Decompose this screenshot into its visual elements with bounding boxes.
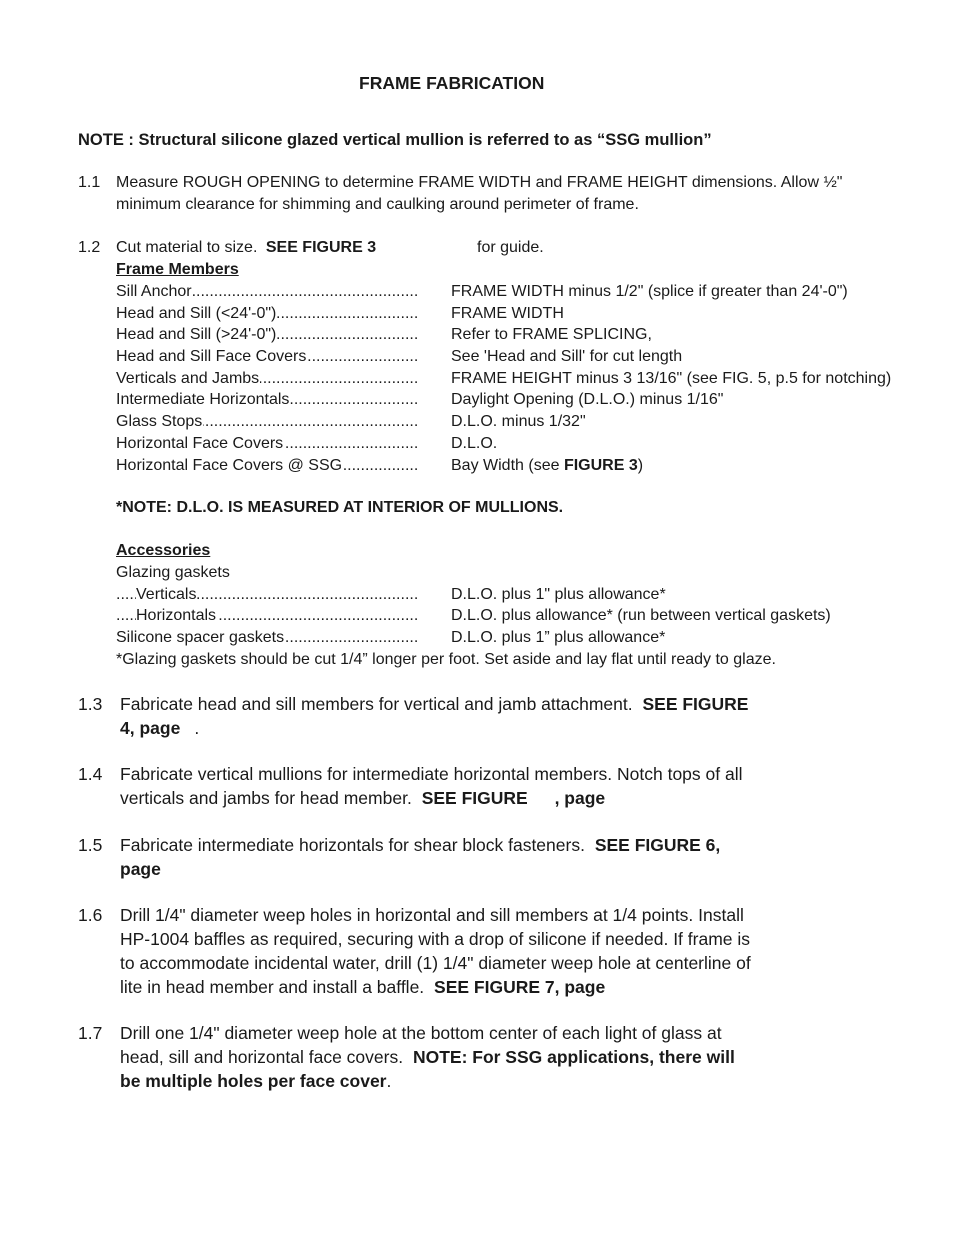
member-label: Horizontal Face Covers .....: [116, 433, 418, 455]
section-1-6-line-2: HP-1004 baffles as required, securing with a drop of silicone if needed. If frame is: [120, 929, 751, 949]
section-number-1-2: 1.2: [78, 239, 101, 256]
section-number-1-5: 1.5: [78, 835, 103, 855]
figure-3-ref: FIGURE 3: [563, 457, 638, 474]
accessory-value: D.L.O. plus allowance* (run between vertical gaskets): [451, 607, 831, 624]
accessories-heading: Accessories: [116, 542, 211, 559]
section-number-1-1: 1.1: [78, 174, 101, 191]
section-1-5-line-2: page: [120, 859, 161, 879]
member-value: FRAME WIDTH minus 1/2" (splice if greater than 24'-0"): [451, 283, 848, 300]
member-label: Head and Sill (>24'-0") .....: [116, 324, 418, 346]
member-label: Verticals and Jambs .....: [116, 368, 418, 390]
accessory-label: Horizontals .....: [116, 605, 418, 627]
section-number-1-4: 1.4: [78, 764, 103, 784]
section-1-4-line-1: Fabricate vertical mullions for intermediate horizontal members. Notch tops of all: [120, 764, 743, 784]
section-1-5-line-1: Fabricate intermediate horizontals for shear block fasteners. SEE FIGURE 6,: [120, 835, 721, 855]
accessory-label: Silicone spacer gaskets .....: [116, 627, 418, 649]
section-number-1-6: 1.6: [78, 905, 103, 925]
ssg-note: NOTE : Structural silicone glazed vertical mullion is referred to as “SSG mullion”: [78, 131, 712, 149]
section-1-6-line-3: to accommodate incidental water, drill (1) 1/4" diameter weep hole at centerline of: [120, 953, 751, 973]
member-label: Sill Anchor .....: [116, 281, 418, 303]
member-label: Intermediate Horizontals .....: [116, 389, 418, 411]
section-1-7-line-2: head, sill and horizontal face covers. NOTE: For SSG applications, there will: [120, 1047, 735, 1067]
section-1-4-line-2: verticals and jambs for head member. SEE FIGURE , page: [120, 788, 606, 808]
member-value: See 'Head and Sill' for cut length: [451, 348, 683, 365]
ssg-holes-note: NOTE: For SSG applications, there will: [412, 1047, 735, 1067]
frame-members-heading: Frame Members: [116, 261, 239, 278]
cut-material-text: Cut material to size.: [116, 239, 258, 256]
section-1-6-line-4: lite in head member and install a baffle. SEE FIGURE 7, page: [120, 977, 606, 997]
member-label: Glass Stops .....: [116, 411, 418, 433]
page-title: FRAME FABRICATION: [359, 73, 545, 93]
section-1-1-line-2: minimum clearance for shimming and caulking around perimeter of frame.: [116, 196, 639, 213]
section-1-2-text: [116, 237, 376, 259]
section-1-1-line-1: Measure ROUGH OPENING to determine FRAME WIDTH and FRAME HEIGHT dimensions. Allow ½": [116, 174, 843, 191]
glazing-gaskets-label: Glazing gaskets: [116, 564, 230, 581]
section-1-3-line-1: Fabricate head and sill members for vertical and jamb attachment. SEE FIGURE: [120, 694, 749, 714]
member-value: D.L.O.: [451, 435, 498, 452]
section-number-1-3: 1.3: [78, 694, 103, 714]
see-figure-6-ref: SEE FIGURE 6,: [594, 835, 721, 855]
section-1-3-line-2: 4, page .: [120, 718, 200, 738]
see-figure-ref: SEE FIGURE: [642, 694, 749, 714]
see-figure-7-ref: SEE FIGURE 7, page: [434, 977, 606, 997]
section-1-7-line-3: be multiple holes per face cover.: [120, 1071, 392, 1091]
member-value: Refer to FRAME SPLICING,: [451, 326, 652, 343]
member-value: Bay Width (see FIGURE 3): [451, 457, 644, 474]
accessory-value: D.L.O. plus 1" plus allowance*: [451, 586, 666, 603]
accessory-label: Verticals .....: [116, 584, 418, 606]
section-1-7-line-1: Drill one 1/4" diameter weep hole at the bottom center of each light of glass at: [120, 1023, 722, 1043]
member-label: Horizontal Face Covers @ SSG .....: [116, 455, 418, 477]
dlo-note: *NOTE: D.L.O. IS MEASURED AT INTERIOR OF MULLIONS.: [116, 499, 564, 516]
member-value: D.L.O. minus 1/32": [451, 413, 586, 430]
member-value: FRAME WIDTH: [451, 305, 564, 322]
see-figure-ref: SEE FIGURE: [421, 788, 528, 808]
member-value: Daylight Opening (D.L.O.) minus 1/16": [451, 391, 724, 408]
section-number-1-7: 1.7: [78, 1023, 103, 1043]
member-label: Head and Sill (<24'-0") .....: [116, 303, 418, 325]
accessory-value: D.L.O. plus 1” plus allowance*: [451, 629, 666, 646]
for-guide-text: for guide.: [477, 239, 544, 256]
page-ref: , page: [554, 788, 606, 808]
section-1-6-line-1: Drill 1/4" diameter weep holes in horizontal and sill members at 1/4 points. Install: [120, 905, 744, 925]
gasket-cut-note: *Glazing gaskets should be cut 1/4” longer per foot. Set aside and lay flat until ready to glaze.: [116, 651, 776, 668]
member-value: FRAME HEIGHT minus 3 13/16" (see FIG. 5, p.5 for notching): [451, 370, 892, 387]
see-figure-3-link: SEE FIGURE 3: [265, 239, 377, 256]
member-label: Head and Sill Face Covers .....: [116, 346, 418, 368]
